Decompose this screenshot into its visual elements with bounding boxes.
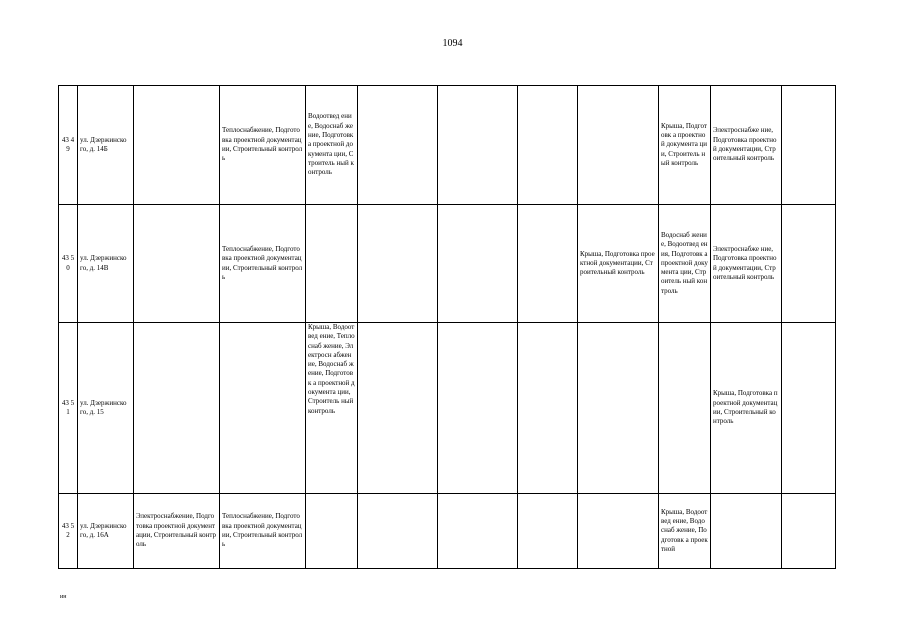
work-cell: Электроснабже ние, Подготовка проектной документации, Строительный контроль [711, 86, 782, 205]
page-number: 1094 [442, 38, 463, 49]
table-row [59, 494, 836, 569]
work-cell: Крыша, Водоотвед ение, Водоснаб жение, Подготовк а проектной [659, 494, 711, 569]
work-cell: Водоснаб жение, Водоотвед ения, Подготовк а проектной документа ции, Строитель ный контроль [659, 205, 711, 323]
work-cell [438, 86, 518, 205]
row-number: 43 49 [59, 86, 78, 205]
table-row [59, 205, 836, 323]
work-cell [782, 494, 836, 569]
work-cell [134, 323, 220, 494]
row-number: 43 50 [59, 205, 78, 323]
work-cell [358, 494, 438, 569]
row-number: 43 51 [59, 323, 78, 494]
work-cell [358, 323, 438, 494]
table-row [59, 323, 836, 494]
address-cell: ул. Дзержинско го, д. 14Б [78, 86, 134, 205]
work-cell [358, 205, 438, 323]
work-cell [578, 494, 659, 569]
work-cell [659, 323, 711, 494]
work-cell [578, 86, 659, 205]
work-cell: Теплоснабжение, Подготовка проектной документации, Строительный контроль [220, 494, 306, 569]
work-cell: Теплоснабжение, Подготовка проектной документации, Строительный контроль [220, 86, 306, 205]
row-number: 43 52 [59, 494, 78, 569]
work-cell [358, 86, 438, 205]
work-cell: Водоотвед ение, Водоснаб жение, Подготовк а проектной документа ции, Строитель ный контроль [306, 86, 358, 205]
work-cell [306, 205, 358, 323]
work-cell [438, 205, 518, 323]
work-cell [518, 494, 578, 569]
work-cell [306, 494, 358, 569]
work-cell: Крыша, Подготовк а проектной документа ции, Строитель ный контроль [659, 86, 711, 205]
schedule-table [58, 85, 836, 569]
work-cell [782, 205, 836, 323]
address-cell: ул. Дзержинско го, д. 14В [78, 205, 134, 323]
work-cell [134, 205, 220, 323]
address-cell: ул. Дзержинско го, д. 16А [78, 494, 134, 569]
work-cell [518, 205, 578, 323]
work-cell: Электроснабже ние, Подготовка проектной документации, Строительный контроль [711, 205, 782, 323]
work-cell: Крыша, Подготовка проектной документации, Строительный контроль [578, 205, 659, 323]
work-cell [438, 323, 518, 494]
work-cell [578, 323, 659, 494]
footer-mark: ин [60, 594, 67, 600]
work-cell [220, 323, 306, 494]
work-cell [438, 494, 518, 569]
address-cell: ул. Дзержинско го, д. 15 [78, 323, 134, 494]
work-cell [518, 86, 578, 205]
work-cell: Электроснабжение, Подготовка проектной документации, Строительный контроль [134, 494, 220, 569]
work-cell [782, 86, 836, 205]
work-cell [782, 323, 836, 494]
table-row [59, 86, 836, 205]
work-cell [518, 323, 578, 494]
work-cell: Теплоснабжение, Подготовка проектной документации, Строительный контроль [220, 205, 306, 323]
work-cell: Крыша, Подготовка проектной документации, Строительный контроль [711, 323, 782, 494]
work-cell [134, 86, 220, 205]
work-cell [711, 494, 782, 569]
work-cell: Крыша, Водоотвед ение, Теплоснаб жение, Электросн абжение, Водоснаб жение, Подготовк а проектной документа ции, Строитель ный контроль [306, 323, 358, 494]
